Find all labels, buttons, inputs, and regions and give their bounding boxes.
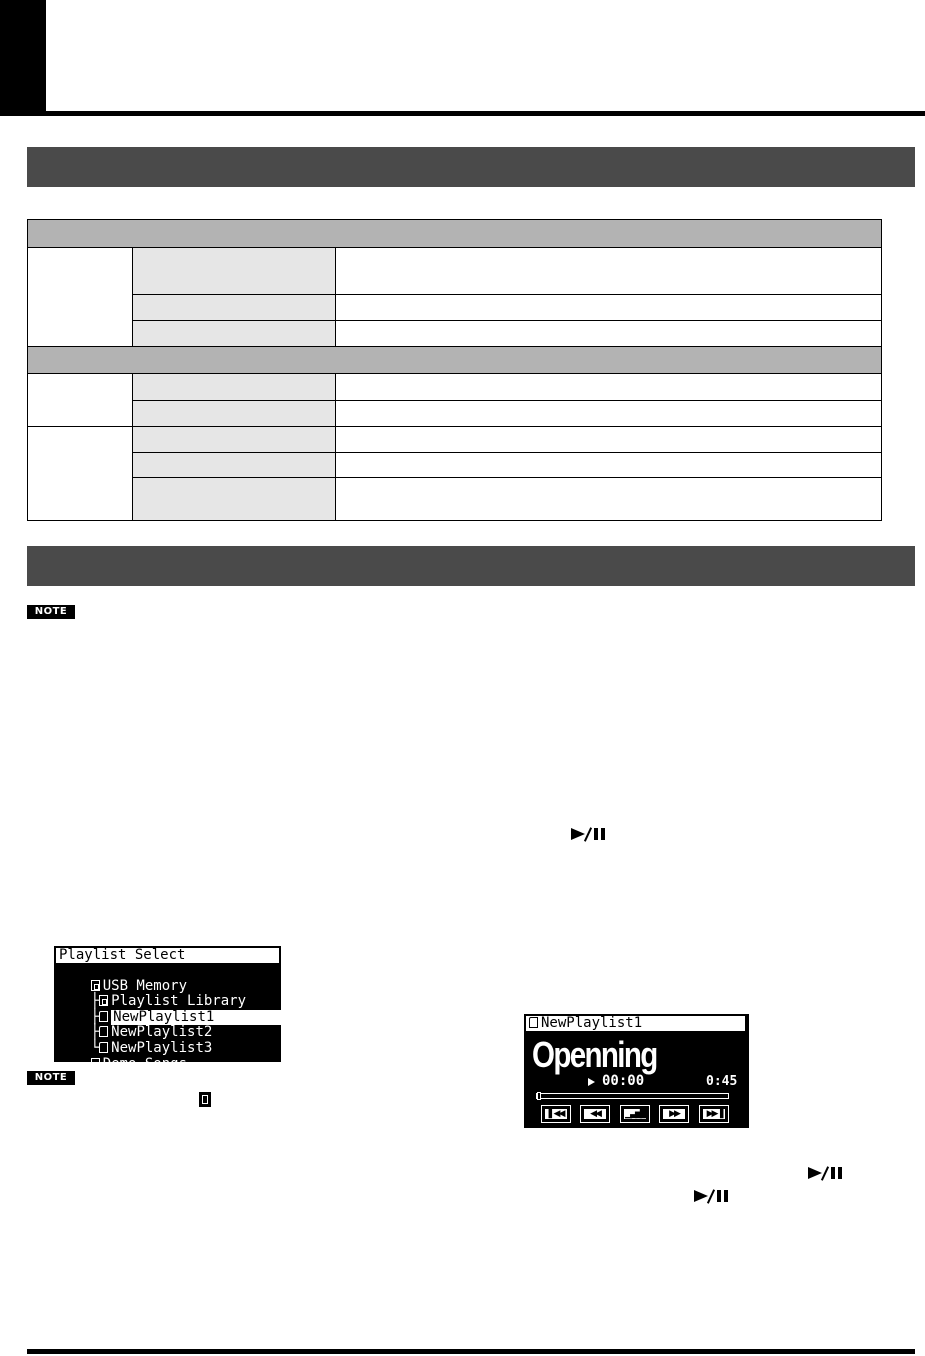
skip-forward-icon: ▶▶▐ <box>706 1109 722 1119</box>
table-group-cell <box>28 248 132 347</box>
play-pause-icon <box>808 1166 850 1180</box>
chapter-tab-block <box>0 0 46 116</box>
current-time: 00:00 <box>602 1073 645 1089</box>
level-button[interactable] <box>620 1105 650 1123</box>
play-status-icon <box>588 1078 595 1086</box>
song-title: Openning <box>532 1034 657 1075</box>
table-value-cell <box>336 453 881 478</box>
section-header-bar <box>27 546 915 586</box>
table-value-cell <box>336 295 881 321</box>
table-value-cell <box>336 427 881 453</box>
table-group-header <box>28 347 881 374</box>
table-label-cell <box>132 321 336 347</box>
header-rule <box>0 111 925 116</box>
skip-forward-button[interactable] <box>699 1105 729 1123</box>
rewind-button[interactable] <box>580 1105 610 1123</box>
skip-back-icon: ▌◀◀ <box>548 1109 564 1119</box>
table-label-cell <box>132 478 336 520</box>
list-item[interactable]: Demo Songs <box>57 1042 187 1057</box>
list-item[interactable]: └ NewPlaylist3 <box>90 1040 213 1056</box>
total-time: 0:45 <box>706 1074 738 1089</box>
fast-forward-button[interactable] <box>659 1105 689 1123</box>
spec-table <box>27 219 882 521</box>
table-group-header <box>28 220 881 248</box>
table-value-cell <box>336 401 881 427</box>
player-screen <box>524 1014 749 1128</box>
level-meter-icon: ▁▃▅▇ <box>625 1109 645 1119</box>
table-label-cell <box>132 248 336 295</box>
table-value-cell <box>336 374 881 401</box>
list-item[interactable]: ├ Playlist Library <box>90 993 247 1009</box>
fast-forward-icon: ▶▶ <box>669 1109 679 1119</box>
table-group-cell <box>28 374 132 427</box>
play-pause-icon <box>571 827 613 841</box>
table-label-cell <box>132 401 336 427</box>
table-label-cell <box>132 453 336 478</box>
table-label-cell <box>132 374 336 401</box>
playlist-name-bar <box>526 1016 745 1031</box>
list-item[interactable]: USB Memory <box>57 964 187 979</box>
list-item[interactable]: ├ NewPlaylist2 <box>90 1024 213 1040</box>
table-value-cell <box>336 321 881 347</box>
progress-bar[interactable] <box>536 1093 729 1099</box>
skip-back-button[interactable] <box>541 1105 571 1123</box>
note-label: NOTE <box>27 1071 75 1085</box>
section-header-bar <box>27 147 915 187</box>
tree-branch: ├ <box>90 993 100 1009</box>
tree-branch: ├ <box>90 1009 100 1025</box>
play-pause-icon <box>694 1189 736 1203</box>
table-value-cell <box>336 248 881 295</box>
table-group-cell <box>28 427 132 520</box>
screen-title: Playlist Select <box>56 948 279 963</box>
note-label: NOTE <box>27 605 75 619</box>
playlist-select-screen <box>54 946 281 1072</box>
footer-rule <box>27 1349 915 1354</box>
table-label-cell <box>132 295 336 321</box>
playlist-file-icon <box>529 1017 538 1028</box>
progress-handle[interactable] <box>537 1092 541 1100</box>
table-value-cell <box>336 478 881 520</box>
table-label-cell <box>132 427 336 453</box>
rewind-icon: ◀◀ <box>590 1109 600 1119</box>
folder-icon <box>91 1058 100 1069</box>
playlist-name: NewPlaylist1 <box>541 1015 643 1031</box>
tree-branch: ├ <box>90 1024 100 1040</box>
tree-branch: └ <box>90 1040 100 1056</box>
folder-icon <box>199 1092 211 1107</box>
list-item-selected[interactable]: ├ NewPlaylist1 <box>57 995 303 1010</box>
